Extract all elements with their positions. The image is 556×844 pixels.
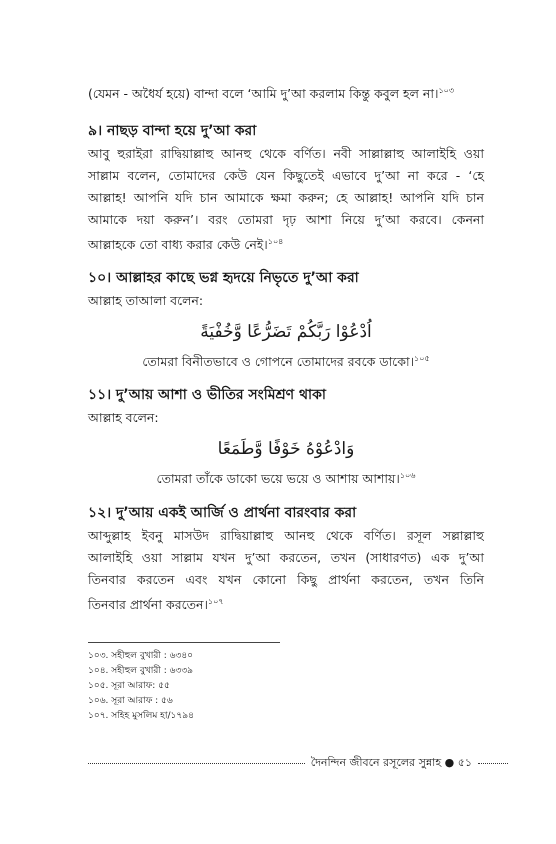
- section-heading-11: ১১। দু’আয় আশা ও ভীতির সংমিশ্রণ থাকা: [88, 387, 326, 404]
- body-line: সাল্লাম বলেন, তোমাদের কেউ যেন কিছুতেই এভাবে দু’আ না করে - ‘হে: [88, 168, 484, 184]
- section-heading-10: ১০। আল্লাহর কাছে ভগ্ন হৃদয়ে নিভৃতে দু’আ করা: [88, 270, 359, 287]
- body-line: আলাইহি ওয়া সাল্লাম যখন দু’আ করতেন, তখন (সাধারণত) এক দু’আ: [88, 549, 484, 565]
- body-line: তিনবার করতেন এবং যখন কোনো কিছু প্রার্থনা করতেন, তখন তিনি: [88, 571, 484, 587]
- footnote-ref: ১০৩: [438, 86, 455, 95]
- body-line: তিনবার প্রার্থনা করতেন।$^{১০৭}$: [88, 596, 224, 612]
- footnote-ref: ১০৪: [267, 237, 284, 247]
- section-heading-9: ৯। নাছড় বান্দা হয়ে দু’আ করা: [88, 123, 257, 140]
- quote-intro: আল্লাহ তাআলা বলেন:: [88, 293, 204, 309]
- body-line: আল্লাহকে তো বাধ্য করার কেউ নেই।$^{১০৪}$: [88, 237, 284, 253]
- dotted-leader: [88, 763, 305, 764]
- footnote-item: ১০৭. সহিহ মুসলিম হা/১৭৯৪: [88, 710, 194, 721]
- body-line: আব্দুল্লাহ ইবনু মাসউদ রাদ্বিয়াল্লাহু আনহু থেকে বর্ণিত। রসূল সল্লাল্লাহু: [88, 527, 484, 543]
- footnote-item: ১০৪. সহীহুল বুখারী : ৬৩৩৯: [88, 665, 194, 676]
- footnote-ref: ১০৭: [207, 596, 224, 606]
- footnote-item: ১০৩. সহীহুল বুখারী : ৬৩৪০: [88, 650, 194, 661]
- footnote-divider: [88, 642, 280, 643]
- footnote-ref: ১০৬: [399, 471, 416, 481]
- running-footer-text: দৈনন্দিন জীবনে রসূলের সুন্নাহ ● ৫১: [310, 756, 472, 769]
- arabic-verse: اُدْعُوْا رَبَّكُمْ تَضَرُّعًا وَّخُفْيَةً: [200, 322, 372, 343]
- footnote-item: ১০৫. সূরা আরাফ: ৫৫: [88, 680, 170, 691]
- arabic-verse: وَادْعُوْهُ خَوْفًا وَّطَمَعًا: [217, 439, 355, 460]
- footnote-item: ১০৬. সূরা আরাফ : ৫৬: [88, 695, 173, 706]
- verse-translation: তোমরা বিনীতভাবে ও গোপনে তোমাদের রবকে ডাকো।$^{১০৫}$: [142, 354, 430, 370]
- verse-translation: তোমরা তাঁকে ডাকো ভয়ে ভয়ে ও আশায় আশায়।$^{১০৬}$: [156, 471, 416, 487]
- section-heading-12: ১২। দু’আয় একই আর্জি ও প্রার্থনা বারংবার করা: [88, 504, 357, 521]
- page-body: [88, 80, 484, 724]
- body-line: আবু হুরাইরা রাদ্বিয়াল্লাহু আনহু থেকে বর্ণিত। নবী সাল্লাল্লাহু আলাইহি ওয়া: [88, 146, 484, 162]
- intro-line: (যেমন - অধৈর্য হয়ে) বান্দা বলে ‘আমি দু’আ করলাম কিন্তু কবুল হল না।$^{১০৩}$: [88, 86, 455, 102]
- dotted-leader: [478, 763, 508, 764]
- quote-intro: আল্লাহ বলেন:: [88, 410, 159, 426]
- body-line: আমাকে দয়া করুন’। বরং তোমরা দৃঢ় আশা নিয়ে দু’আ করবে। কেননা: [88, 212, 484, 228]
- body-line: আল্লাহ! আপনি যদি চান আমাকে ক্ষমা করুন; হে আল্লাহ! আপনি যদি চান: [88, 190, 484, 206]
- footnote-ref: ১০৫: [414, 354, 430, 364]
- running-footer: [88, 754, 508, 772]
